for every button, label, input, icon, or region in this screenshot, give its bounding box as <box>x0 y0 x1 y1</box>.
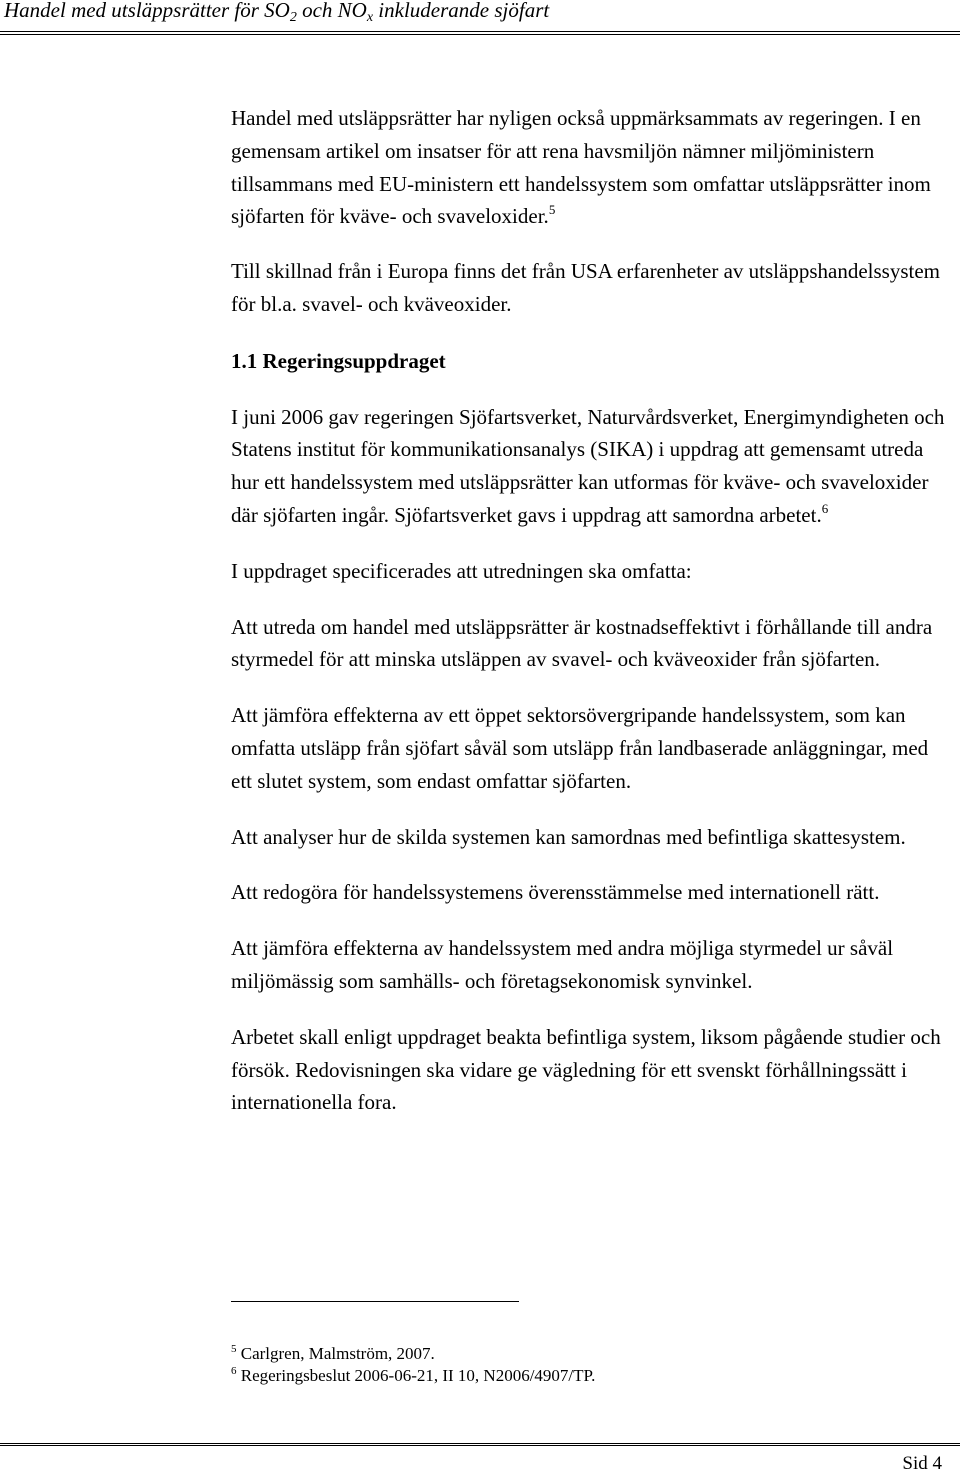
footnote-item <box>231 1343 595 1365</box>
footnote-text: Regeringsbeslut 2006-06-21, II 10, N2006/4907/TP. <box>236 1366 596 1385</box>
header-divider <box>0 31 960 35</box>
header-title-part3: inkluderande sjöfart <box>373 0 550 22</box>
running-header <box>4 0 956 34</box>
footnote-divider <box>231 1301 519 1302</box>
paragraph <box>231 401 951 532</box>
page-number: Sid 4 <box>902 1453 942 1474</box>
page-body <box>231 102 951 1119</box>
header-title-part1: Handel med utsläppsrätter för SO <box>4 0 290 22</box>
footnote-number: 6 <box>231 1365 237 1377</box>
footnotes <box>231 1343 595 1387</box>
section-heading: 1.1 Regeringsuppdraget <box>231 348 446 373</box>
paragraph: Till skillnad från i Europa finns det från USA erfarenheter av utsläppshandelssystem för bl.a. svavel- och kväveoxider. <box>231 259 940 316</box>
footnote-text: Carlgren, Malmström, 2007. <box>236 1344 435 1363</box>
paragraph: I uppdraget specificerades att utredningen ska omfatta: <box>231 558 692 583</box>
list-item: Att jämföra effekterna av handelssystem med andra möjliga styrmedel ur såväl miljömässig som samhälls- och företagsekonomisk synvinkel. <box>231 936 894 993</box>
list-item: Att utreda om handel med utsläppsrätter är kostnadseffektivt i förhållande till andra styrmedel för att minska utsläppen av svavel- och kväveoxider från sjöfarten. <box>231 614 933 672</box>
list-item: Att redogöra för handelssystemens överensstämmelse med internationell rätt. <box>231 880 880 905</box>
list-item: Att analyser hur de skilda systemen kan samordnas med befintliga skattesystem. <box>231 824 906 849</box>
footnote-ref[interactable]: 5 <box>548 202 556 218</box>
header-title-part2: och NO <box>296 0 367 22</box>
footnote-item <box>231 1365 595 1387</box>
paragraph <box>231 102 951 233</box>
paragraph-text: Handel med utsläppsrätter har nyligen också uppmärksammats av regeringen. I en gemensam artikel om insatser för att rena havsmiljön nämner miljöministern tillsammans med EU-ministern ett handelssystem som omfattar utsläppsrätter inom sjöfarten för kväve- och svaveloxider. <box>231 106 931 229</box>
paragraph: Arbetet skall enligt uppdraget beakta befintliga system, liksom pågående studier och försök. Redovisningen ska vidare ge vägledning för ett svenskt förhållningssätt i internationella fora. <box>231 1024 941 1115</box>
paragraph-text: I juni 2006 gav regeringen Sjöfartsverket, Naturvårdsverket, Energimyndigheten och Statens institut för kommunikationsanalys (SIKA) i uppdrag att gemensamt utreda hur ett handelssystem med utsläppsrätter kan utformas för kväve- och svaveloxider där sjöfarten ingår. Sjöfartsverket gavs i uppdrag att samordna arbetet. <box>231 404 945 527</box>
footnote-number: 5 <box>231 1343 237 1355</box>
footnote-ref[interactable]: 6 <box>821 500 829 516</box>
footer-divider <box>0 1443 960 1446</box>
header-title-sub1: 2 <box>289 10 297 25</box>
header-title-sub2: x <box>366 10 374 25</box>
list-item: Att jämföra effekterna av ett öppet sektorsövergripande handelssystem, som kan omfatta utsläpp från sjöfart såväl som utsläpp från landbaserade anläggningar, med ett slutet system, som endast omfattar sjöfarten. <box>231 703 929 793</box>
